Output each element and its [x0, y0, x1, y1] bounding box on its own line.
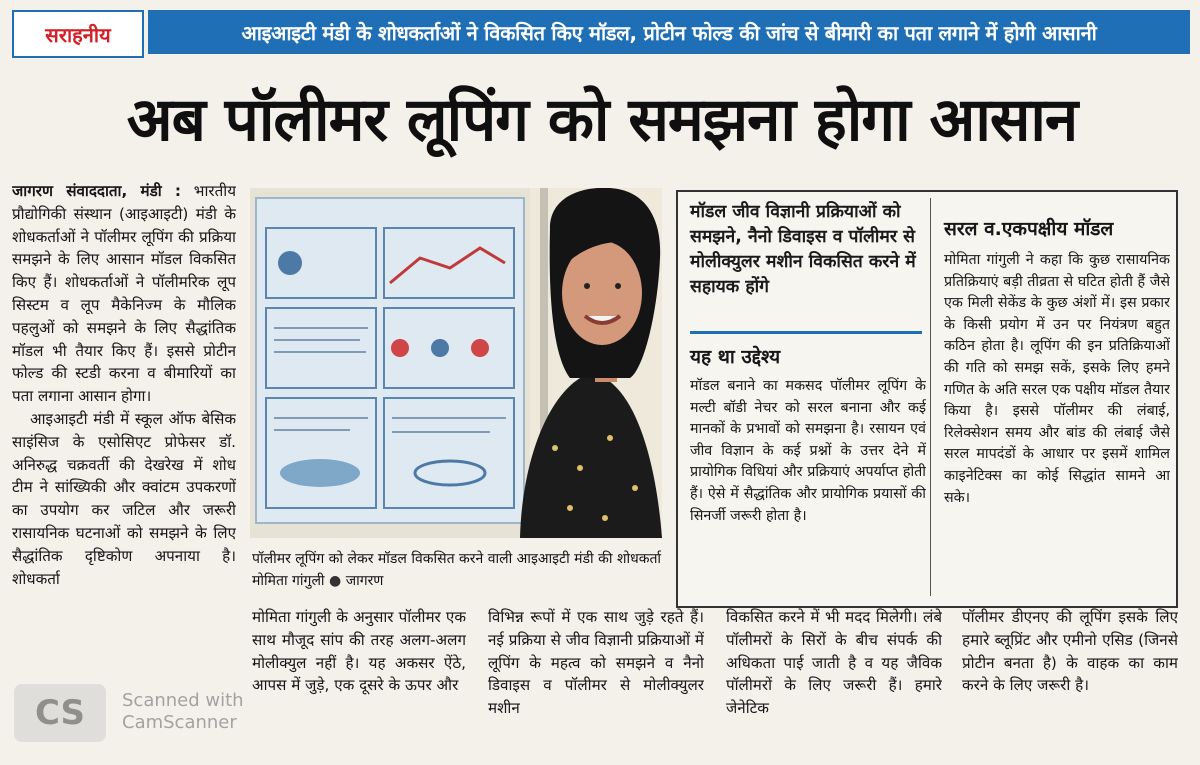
sidebar-body: मोमिता गांगुली ने कहा कि कुछ रासायनिक प्रतिक्रियाएं बड़ी तीव्रता से घटित होती हैं जैसे एक मिली सेकेंड के कुछ अंशों में। इस प्रकार के किसी प्रयोग में उन पर नियंत्रण बहुत कठिन होता है। लूपिंग की इन प्रतिक्रियाओं की गति को समझ सकें, इसके लिए हमने गणित के अति सरल एक पक्षीय मॉडल तैयार किया है। इससे पॉलीमर की लंबाई, रिलेक्सेशन समय और बांड की लंबाई जैसे सरल मापदंडों के आधार पर इसमें शामिल काइनेटिक्स का कोई सिद्धांत सामने आ सके।	[944, 252, 1170, 506]
credit-bullet-icon: ●	[329, 573, 342, 589]
kicker-banner: आइआइटी मंडी के शोधकर्ताओं ने विकसित किए मॉडल, प्रोटीन फोल्ड की जांच से बीमारी का पता लगाने में होगी आसानी	[148, 10, 1190, 54]
byline: जागरण संवाददाता, मंडी :	[12, 182, 181, 200]
photo-credit: जागरण	[345, 573, 384, 589]
article-paragraph: आइआइटी मंडी में स्कूल ऑफ बेसिक साइंसिज के एसोसिएट प्रोफेसर डॉ. अनिरुद्ध चक्रवर्ती की देखरेख में शोध टीम ने सांख्यिकी और क्वांटम उपकरणों का उपयोग कर जटिल और जरूरी रासायनिक घटनाओं को समझने के लिए सैद्धांतिक दृष्टिकोण अपनाया है। शोधकर्ता	[12, 409, 236, 588]
article-column-5: पॉलीमर डीएनए की लूपिंग इसके लिए हमारे ब्लूप्रिंट और एमीनो एसिड (जिनसे प्रोटीन बनता है) के वाहक का काम करने के लिए जरूरी है।	[962, 608, 1178, 695]
section-body: मॉडल बनाने का मकसद पॉलीमर लूपिंग के मल्टी बॉडी नेचर को सरल बनाना और कई मानकों के प्रभावों को समझना है। रसायन एवं जीव विज्ञान के कई प्रश्नों के उत्तर देने में प्रायोगिक विधियां और प्रक्रियाएं अपर्याप्त होती हैं। ऐसे में सैद्धांतिक और प्रायोगिक प्रयासों की सिनर्जी जरूरी होता है।	[690, 378, 926, 524]
researcher-photo	[250, 188, 662, 538]
sidebar-heading: सरल व.एकपक्षीय मॉडल	[944, 218, 1114, 240]
article-column-1	[12, 180, 236, 755]
camscanner-logo-icon: CS	[14, 684, 106, 742]
article-column-3: विभिन्न रूपों में एक साथ जुड़े रहते हैं। नई प्रक्रिया से जीव विज्ञानी प्रक्रियाओं में लूपिंग के महत्व को समझने व नैनो डिवाइस व पॉलीमर से मोलीक्युलर मशीन	[488, 608, 704, 718]
scanner-watermark: Scanned with CamScanner	[122, 690, 244, 733]
section-tag: सराहनीय	[12, 10, 144, 58]
article-paragraph: जागरण संवाददाता, मंडी : भारतीय प्रौद्योगिकी संस्थान (आइआइटी) मंडी के शोधकर्ताओं ने पॉलीमर लूपिंग की प्रक्रिया समझने के लिए आसान मॉडल विकसित किए हैं। शोधकर्ताओं ने पॉलीमरिक लूप सिस्टम व लूप मैकेनिज्म के मौलिक पहलुओं को समझने के लिए सैद्धांतिक मॉडल भी तैयार किए हैं। इससे प्रोटीन फोल्ड की स्टडी करना व बीमारियों का पता लगाना आसान होगा।	[12, 182, 236, 406]
pull-quote: मॉडल जीव विज्ञानी प्रक्रियाओं को समझने, नैनो डिवाइस व पॉलीमर से मोलीक्युलर मशीन विकसित करने में सहायक होंगे	[690, 202, 916, 297]
headline: अब पॉलीमर लूपिंग को समझना होगा आसान	[126, 85, 1078, 155]
article-column-2: मोमिता गांगुली के अनुसार पॉलीमर एक साथ मौजूद सांप की तरह अलग-अलग मोलीक्युल नहीं है। यह अकसर ऐंठे, आपस में जुड़े, एक दूसरे के ऊपर और	[252, 608, 466, 695]
section-heading: यह था उद्देश्य	[690, 346, 781, 368]
poster-photo-illustration	[250, 188, 662, 538]
divider	[690, 331, 922, 334]
article-column-4: विकसित करने में भी मदद मिलेगी। लंबे पॉलीमरों के सिरों के बीच संपर्क की अधिकता पाई जाती है व यह जैविक पॉलीमरों के लिए जरूरी हैं। हमारे जेनेटिक	[726, 608, 942, 718]
divider	[930, 198, 931, 596]
photo-caption: पॉलीमर लूपिंग को लेकर मॉडल विकसित करने वाली आइआइटी मंडी की शोधकर्ता मोमिता गांगुली ● जागरण	[252, 551, 662, 589]
